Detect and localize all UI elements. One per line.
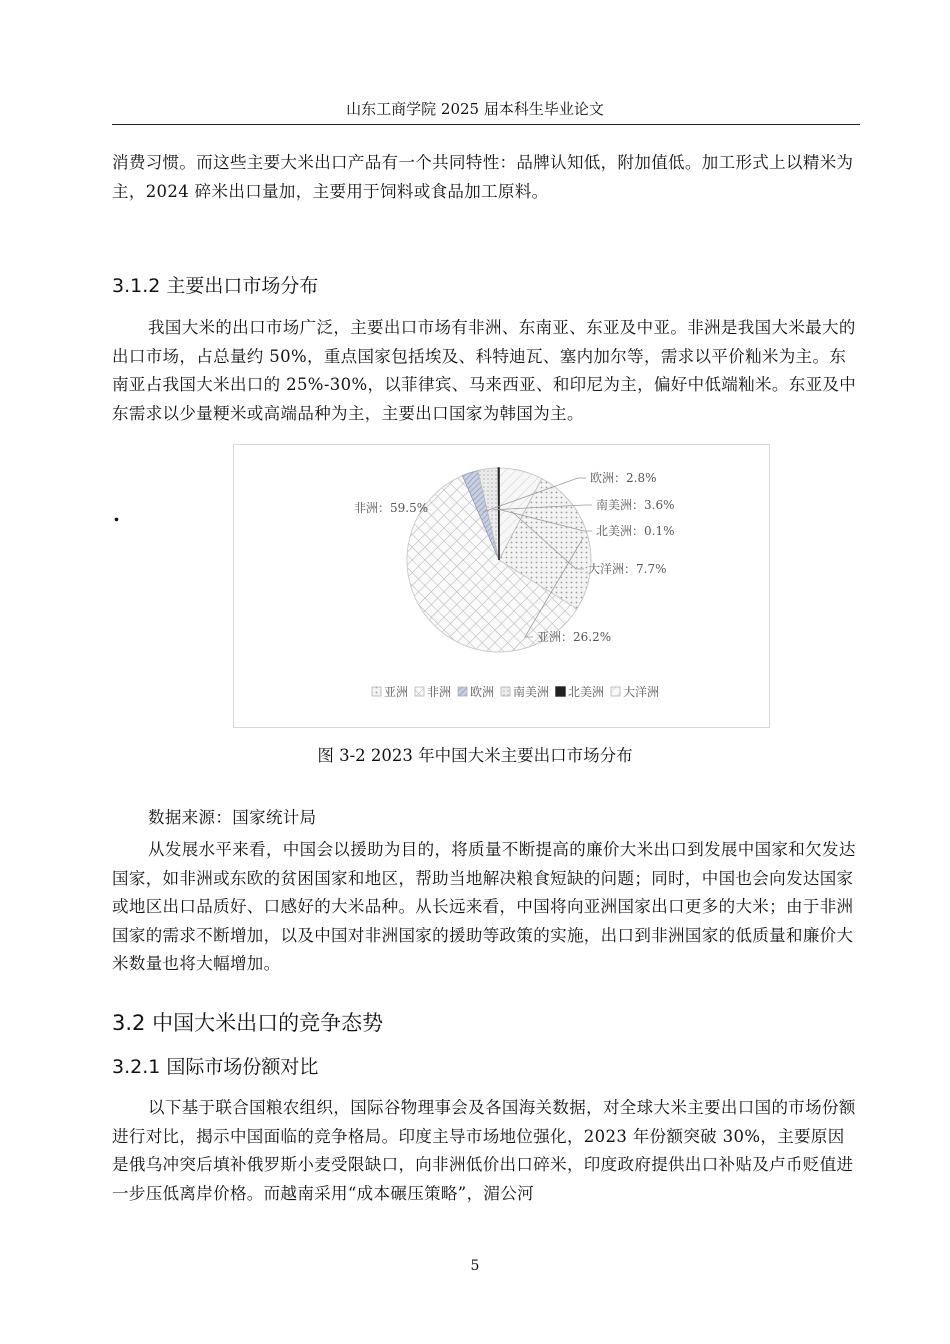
legend-label-europe: 欧洲 bbox=[470, 685, 495, 699]
slice-label-oceania: 大洋洲：7.7% bbox=[588, 562, 667, 576]
slice-label-south-america: 南美洲：3.6% bbox=[596, 498, 675, 512]
stray-dot: . bbox=[113, 502, 120, 526]
section-heading-3-2-1: 3.2.1 国际市场份额对比 bbox=[112, 1056, 319, 1078]
legend-label-south-america: 南美洲 bbox=[513, 685, 550, 699]
header-divider bbox=[112, 124, 860, 125]
intro-text: 消费习惯。而这些主要大米出口产品有一个共同特性：品牌认知低，附加值低。加工形式上以精米为主，2024 碎米出口量加，主要用于饲料或食品加工原料。 bbox=[112, 153, 854, 201]
page-number: 5 bbox=[470, 1258, 480, 1274]
slice-label-asia: 亚洲：26.2% bbox=[537, 630, 612, 644]
legend-label-north-america: 北美洲 bbox=[568, 685, 605, 699]
market-distribution-text: 我国大米的出口市场广泛，主要出口市场有非洲、东南亚、东亚及中亚。非洲是我国大米最大的出口市场，占总量约 50%，重点国家包括埃及、科特迪瓦、塞内加尔等，需求以平价籼米为主。东南亚占我国大米出口的 25%-30%，以菲律宾、马来西亚、和印尼为主，偏好中低端籼米。东亚及中东需求以少量粳米或高端品种为主，主要出口国家为韩国为主。 bbox=[112, 318, 857, 423]
page-header: 山东工商学院 2025 届本科生毕业论文 bbox=[346, 100, 604, 118]
legend-label-asia: 亚洲 bbox=[384, 685, 409, 699]
legend-swatch-asia bbox=[372, 687, 381, 696]
legend-swatch-europe bbox=[458, 687, 467, 696]
section-heading-3-1-2: 3.1.2 主要出口市场分布 bbox=[112, 275, 319, 297]
slice-label-north-america: 北美洲：0.1% bbox=[596, 524, 675, 538]
data-source: 数据来源：国家统计局 bbox=[148, 808, 317, 827]
section-heading-3-2: 3.2 中国大米出口的竞争态势 bbox=[112, 1011, 384, 1035]
legend-label-oceania: 大洋洲 bbox=[623, 685, 660, 699]
pie-chart bbox=[234, 445, 769, 727]
legend-swatch-oceania bbox=[611, 687, 620, 696]
intro-paragraph bbox=[112, 149, 860, 206]
market-share-text: 以下基于联合国粮农组织，国际谷物理事会及各国海关数据，对全球大米主要出口国的市场份额进行对比，揭示中国面临的竞争格局。印度主导市场地位强化，2023 年份额突破 30%，主要原因是俄乌冲突后填补俄罗斯小麦受限缺口，向非洲低价出口碎米，印度政府提供出口补贴及卢币贬值进一步压低离岸价格。而越南采用“成本碾压策略”，湄公河 bbox=[112, 1098, 856, 1203]
pie-chart-figure bbox=[233, 444, 770, 728]
development-paragraph bbox=[112, 836, 860, 979]
development-text: 从发展水平来看，中国会以援助为目的，将质量不断提高的廉价大米出口到发展中国家和欠发达国家，如非洲或东欧的贫困国家和地区，帮助当地解决粮食短缺的问题；同时，中国也会向发达国家或地区出口品质好、口感好的大米品种。从长远来看，中国将向亚洲国家出口更多的大米；由于非洲国家的需求不断增加，以及中国对非洲国家的援助等政策的实施，出口到非洲国家的低质量和廉价大米数量也将大幅增加。 bbox=[112, 840, 856, 974]
legend-swatch-africa bbox=[415, 687, 424, 696]
legend-swatch-north-america bbox=[556, 687, 565, 696]
legend-label-africa: 非洲 bbox=[427, 685, 452, 699]
figure-caption: 图 3-2 2023 年中国大米主要出口市场分布 bbox=[317, 746, 633, 765]
legend-swatch-south-america bbox=[501, 687, 510, 696]
market-share-paragraph bbox=[112, 1094, 860, 1208]
pie-slice-north-america bbox=[498, 468, 499, 560]
slice-label-europe: 欧洲：2.8% bbox=[590, 471, 657, 485]
slice-label-africa: 非洲：59.5% bbox=[354, 501, 429, 515]
market-distribution-paragraph bbox=[112, 314, 860, 428]
